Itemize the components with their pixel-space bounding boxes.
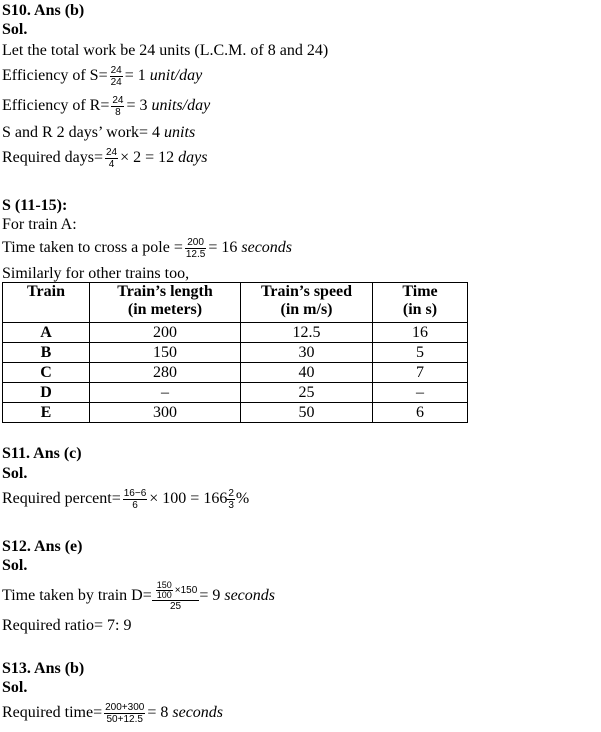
s12-sol-label: Sol. (2, 557, 28, 574)
table-cell: – (90, 383, 241, 403)
train-name-cell: C (3, 363, 90, 383)
train-a-label: For train A: (2, 216, 77, 233)
table-cell: 300 (90, 403, 241, 423)
header-line: Time (402, 283, 438, 300)
table-cell: 200 (90, 323, 241, 343)
denominator: 4 (108, 158, 115, 170)
denominator: 12.5 (185, 248, 206, 260)
table-row (3, 383, 468, 403)
result: = 16 (208, 239, 242, 256)
fraction (104, 702, 145, 725)
header-line: (in meters) (127, 301, 203, 318)
denominator: 100 (156, 589, 172, 600)
header-line: Train’s speed (260, 283, 353, 300)
numerator (152, 581, 200, 601)
denominator: 25 (169, 600, 182, 612)
unit: seconds (241, 239, 293, 256)
label: Efficiency of S= (2, 67, 108, 84)
numerator: 2 (228, 488, 234, 500)
label: Time taken to cross a pole = (2, 239, 183, 256)
result: × 100 = 166 (149, 490, 228, 507)
table-row (3, 403, 468, 423)
s11-heading: S11. Ans (c) (2, 445, 82, 462)
table-cell: 5 (373, 343, 468, 363)
inner-fraction (156, 581, 173, 600)
s11-15-heading: S (11-15): (2, 197, 68, 214)
fraction (111, 95, 124, 118)
denominator: 8 (115, 106, 121, 118)
fraction (105, 147, 118, 170)
s12-time-train-d-line (2, 576, 275, 616)
s13-sol-label: Sol. (2, 679, 28, 696)
s13-required-time-line (2, 698, 223, 728)
denominator: 24 (110, 76, 122, 88)
table-header-cell (3, 283, 90, 323)
table-cell: 16 (373, 323, 468, 343)
train-name-cell: B (3, 343, 90, 363)
table-cell: – (373, 383, 468, 403)
fraction (123, 488, 148, 511)
trains-table (2, 282, 468, 423)
numerator: 24 (106, 146, 118, 158)
numerator: 150 (156, 579, 172, 590)
table-cell: 40 (241, 363, 373, 383)
unit: seconds (224, 587, 275, 604)
label: Required percent= (2, 490, 121, 507)
result: = 9 (199, 587, 225, 604)
header-line (3, 301, 89, 319)
s11-sol-label: Sol. (2, 465, 28, 482)
header-line: Train (27, 283, 65, 300)
table-cell: 6 (373, 403, 468, 423)
time-cross-pole-line (2, 235, 292, 261)
header-line: (in m/s) (280, 301, 333, 318)
table-cell: 150 (90, 343, 241, 363)
numerator: 24 (112, 94, 124, 106)
result: = 3 (126, 97, 152, 114)
s10-two-days-line (2, 124, 195, 142)
s10-efficiency-s-line (2, 63, 202, 89)
label: Required days= (2, 149, 103, 166)
compound-fraction (152, 581, 200, 612)
header-line: (in s) (402, 301, 438, 318)
table-header-cell (241, 283, 373, 323)
s12-heading: S12. Ans (e) (2, 538, 83, 555)
numerator: 24 (110, 64, 122, 76)
s10-efficiency-r-line (2, 93, 210, 119)
s12-ratio-line: Required ratio= 7: 9 (2, 617, 132, 634)
table-cell: 280 (90, 363, 241, 383)
numerator: 200 (185, 237, 206, 249)
similarly-line: Similarly for other trains too, (2, 265, 190, 282)
table-cell: 30 (241, 343, 373, 363)
label: S and R 2 days’ work= 4 (2, 124, 165, 141)
unit: seconds (172, 704, 224, 721)
table-row (3, 323, 468, 343)
percent-sign: % (235, 490, 250, 507)
trains-table-body (3, 323, 468, 423)
denominator: 3 (228, 500, 234, 512)
unit: units (164, 124, 196, 141)
table-header-cell (90, 283, 241, 323)
table-row (3, 363, 468, 383)
result: × 2 = 12 (120, 149, 179, 166)
label: Time taken by train D= (2, 587, 152, 604)
fraction (185, 237, 206, 260)
table-cell: 7 (373, 363, 468, 383)
fraction (227, 488, 235, 511)
table-header-cell (373, 283, 468, 323)
unit: unit/day (149, 67, 203, 84)
numerator: 16−6 (123, 487, 147, 499)
s10-total-work-line: Let the total work be 24 units (L.C.M. of 8 and 24) (2, 42, 329, 59)
unit: units/day (151, 97, 211, 114)
train-name-cell: A (3, 323, 90, 343)
s10-sol-label: Sol. (2, 21, 28, 38)
train-name-cell: D (3, 383, 90, 403)
result: = 8 (147, 704, 173, 721)
label: Required time= (2, 704, 103, 721)
s10-heading: S10. Ans (b) (2, 2, 85, 19)
table-row (3, 343, 468, 363)
table-cell: 12.5 (241, 323, 373, 343)
trains-table-header (3, 283, 468, 323)
s13-heading: S13. Ans (b) (2, 660, 85, 677)
mixed-fraction (227, 484, 236, 514)
numerator: 200+300 (105, 701, 145, 713)
unit: days (178, 149, 208, 166)
denominator: 6 (132, 499, 138, 511)
s10-required-days-line (2, 145, 208, 171)
fraction (110, 65, 123, 88)
s11-required-percent-line (2, 484, 249, 514)
result: = 1 (124, 67, 150, 84)
header-line: Train’s length (117, 283, 213, 300)
table-cell: 50 (241, 403, 373, 423)
multiplier: ×150 (174, 584, 198, 596)
train-name-cell: E (3, 403, 90, 423)
table-cell: 25 (241, 383, 373, 403)
table-header-row (3, 283, 468, 323)
denominator: 50+12.5 (106, 713, 143, 725)
label: Efficiency of R= (2, 97, 110, 114)
